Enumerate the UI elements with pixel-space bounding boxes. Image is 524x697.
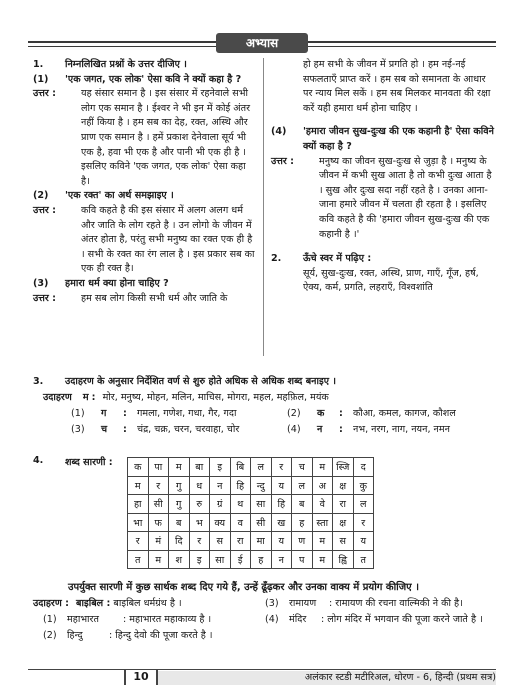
answer-1-3-continued: हो हम सभी के जीवन में प्रगति हो । हम नई-नई सफलताएँ प्राप्त करें । हम सब को समानता के आधार पर न्याय मिल सकें । हम सब मिलकर मानवता की रक्षा करें यही हमारा धर्म होना चाहिए । <box>303 59 491 114</box>
answer-1-1: उत्तर : यह संसार समान है । इस संसार में रहनेवाले सभी लोग एक समान है । ईश्वर ने भी इन में कोई अंतर नहीं किया है । हम सब का देह, रक्त, अस्थि और प्राण एक समान है । हमें प्रकाश देनेवाला सूर्य भी एक है, हवा भी एक है और पानी भी एक ही है । इसलिए कविने 'एक जगत, एक लोक' ऐसा कहा है। <box>33 88 251 187</box>
answer-1-3: उत्तर : हम सब लोग किसी सभी धर्म और जाति के <box>33 292 228 304</box>
left-column <box>33 58 255 306</box>
word-grid-row <box>128 476 374 495</box>
word-grid-cell: ख <box>271 513 292 532</box>
word-grid-cell: प <box>292 550 313 569</box>
word-grid-cell: रु <box>189 495 210 514</box>
word-grid-cell: म <box>169 458 190 477</box>
word-grid-cell: सा <box>251 495 272 514</box>
question-4-instruction: उपर्युक्त सारणी में कुछ सार्थक शब्द दिए गये हैं, उन्हें ढूँढ़कर और उनका वाक्य में प्रयोग कीजिए । <box>68 582 419 593</box>
example-right: (3) रामायण : रामायण की रचना वाल्मिकी ने की है। (4) मंदिर : लोग मंदिर में भगवान की पूजा करने जाते है । <box>265 598 483 625</box>
answer-1-4: उत्तर : मनुष्य का जीवन सुख-दुःख से जुड़ा है । मनुष्य के जीवन में कभी सुख आता है तो कभी दुःख आता है । सुख और दुःख सदा नहीं रहते है । उनका आना-जाना हमारे जीवन में चलता ही रहता है । इसलिए कवि कहते है की 'हमारा जीवन सुख-दुःख की एक कहानी है ।' <box>271 155 492 240</box>
word-grid-cell: स्जि <box>333 458 354 477</box>
question-1-4: (4) 'हमारा जीवन सुख-दुःख की एक कहानी है' ऐसा कविने क्यों कहा है ? <box>271 126 494 152</box>
word-grid-cell: स <box>333 532 354 551</box>
word-grid-cell: रा <box>333 495 354 514</box>
word-grid-cell: वे <box>312 495 333 514</box>
word-usage-examples <box>33 596 503 644</box>
word-grid-cell: ण <box>292 532 313 551</box>
word-grid-cell: ह <box>292 513 313 532</box>
footer-text: अलंकार स्टडी मटीरिअल, धोरण - 6, हिन्दी (प्रथम सत्र) <box>304 672 496 683</box>
word-grid-cell: क्ष <box>333 476 354 495</box>
word-grid-cell: फ <box>148 513 169 532</box>
page-number: 10 <box>124 669 158 685</box>
question-1-2: (2) 'एक रक्त' का अर्थ समझाइए । <box>33 190 174 202</box>
word-grid-cell: र <box>148 476 169 495</box>
word-grid-row <box>128 532 374 551</box>
word-grid-cell: ग्रं <box>210 495 231 514</box>
question-2: 2. ऊँचे स्वर में पढ़िए : <box>271 253 372 265</box>
right-column <box>271 58 497 296</box>
answer-1-2: उत्तर : कवि कहते है की इस संसार में अलग अलग धर्म और जाति के लोग रहते है । उन लोगो के जीवन में अंतर होता है, परंतु सभी मनुष्य का रक्त एक ही है । सभी के रक्त का रंग लाल है । इस प्रकार सब का एक ही रक्त है। <box>33 204 255 275</box>
word-grid <box>127 457 374 569</box>
word-grid-cell: र <box>189 532 210 551</box>
word-grid-row <box>128 495 374 514</box>
word-grid-cell: क्ष <box>333 513 354 532</box>
word-grid-cell: र <box>353 513 374 532</box>
word-grid-cell: ल <box>353 495 374 514</box>
question-1-3: (3) हमारा धर्म क्या होना चाहिए ? <box>33 277 169 289</box>
word-grid-cell: क्य <box>210 513 231 532</box>
word-grid-cell: क <box>128 458 149 477</box>
word-grid-cell: कु <box>353 476 374 495</box>
word-grid-cell: र <box>128 532 149 551</box>
word-grid-cell: स्ता <box>312 513 333 532</box>
word-grid-row <box>128 458 374 477</box>
word-grid-cell: व <box>230 513 251 532</box>
word-grid-cell: ह <box>251 550 272 569</box>
word-grid-cell: सी <box>251 513 272 532</box>
word-grid-cell: न <box>271 550 292 569</box>
word-grid-cell: बि <box>230 458 251 477</box>
word-grid-cell: थ <box>230 495 251 514</box>
word-grid-cell: इ <box>189 550 210 569</box>
question-1: 1. निम्नलिखित प्रश्नों के उत्तर दीजिए । <box>33 59 187 70</box>
word-grid-cell: मा <box>251 532 272 551</box>
word-grid-cell: त <box>353 550 374 569</box>
word-grid-cell: ह्वि <box>333 550 354 569</box>
word-grid-cell: ल <box>292 476 313 495</box>
footer <box>28 669 496 685</box>
word-grid-cell: गु <box>169 495 190 514</box>
word-grid-cell: म <box>312 532 333 551</box>
word-grid-row <box>128 513 374 532</box>
word-grid-cell: मं <box>148 532 169 551</box>
word-grid-cell: श <box>169 550 190 569</box>
word-grid-cell: ब <box>292 495 313 514</box>
question-1-1: (1) 'एक जगत, एक लोक' ऐसा कवि ने क्यों कहा है ? <box>33 73 242 85</box>
word-grid-cell: य <box>271 476 292 495</box>
word-grid-cell: च <box>292 458 313 477</box>
word-grid-cell: ब <box>169 513 190 532</box>
question-3-heading: 3. उदाहरण के अनुसार निर्देशित वर्ण से शुरु होते अधिक से अधिक शब्द बनाइए । <box>33 376 336 387</box>
question-4-heading: 4. शब्द सारणी : <box>33 455 113 468</box>
word-grid-cell: रा <box>230 532 251 551</box>
word-grid-cell: गु <box>169 476 190 495</box>
word-grid-cell: म <box>148 550 169 569</box>
word-grid-cell: त <box>128 550 149 569</box>
word-grid-cell: इ <box>210 458 231 477</box>
column-divider <box>263 58 264 356</box>
word-grid-cell: स <box>210 532 231 551</box>
word-grid-cell: य <box>271 532 292 551</box>
question-3-example: उदाहरण म : मोर, मनुष्य, मोहन, मलिन, माचिस, मोगरा, महल, महफ़िल, मयंक <box>43 392 329 403</box>
word-grid-cell: भा <box>128 513 149 532</box>
word-grid-cell: ल <box>251 458 272 477</box>
word-grid-cell: न्दु <box>251 476 272 495</box>
word-grid-cell: ई <box>230 550 251 569</box>
word-grid-cell: न <box>210 476 231 495</box>
word-grid-cell: हा <box>128 495 149 514</box>
word-grid-cell: पा <box>148 458 169 477</box>
word-grid-row <box>128 550 374 569</box>
section-title: अभ्यास <box>216 33 308 53</box>
question-3-items: (1) ग : गमला, गणेश, गधा, गैर, गदा (2) क : कौआ, कमल, कागज, कौशल (3) च : चंद्र, चक्र, चरन, चरवाहा, चोर (4) न : नभ, नरग, नाग, नयन, नमन <box>71 408 456 435</box>
word-grid-cell: द <box>353 458 374 477</box>
word-grid-cell: सा <box>210 550 231 569</box>
word-grid-cell: म <box>312 550 333 569</box>
word-grid-cell: म <box>312 458 333 477</box>
example-left: उदाहरण : बाइबिल : बाइबिल धर्मग्रंथ है । (1) महाभारत : महाभारत महाकाव्य है । (2) हिन्दु : हिन्दु देवो की पूजा करते है । <box>33 598 213 641</box>
word-grid-cell: हि <box>271 495 292 514</box>
word-grid-cell: य <box>353 532 374 551</box>
word-grid-cell: दि <box>169 532 190 551</box>
word-grid-cell: बा <box>189 458 210 477</box>
question-3 <box>33 374 503 438</box>
word-grid-cell: र <box>271 458 292 477</box>
read-aloud-words: सूर्य, सुख-दुःख, रक्त, अस्थि, प्राण, गाएँ, गूँज, हर्ष, ऐक्य, कर्म, प्रगति, लहराएँ, विश्वशांति <box>303 267 479 294</box>
word-grid-cell: म <box>128 476 149 495</box>
word-grid-cell: सी <box>148 495 169 514</box>
word-grid-cell: हि <box>230 476 251 495</box>
word-grid-cell: अ <box>312 476 333 495</box>
word-grid-cell: ध <box>189 476 210 495</box>
word-grid-cell: भ <box>189 513 210 532</box>
